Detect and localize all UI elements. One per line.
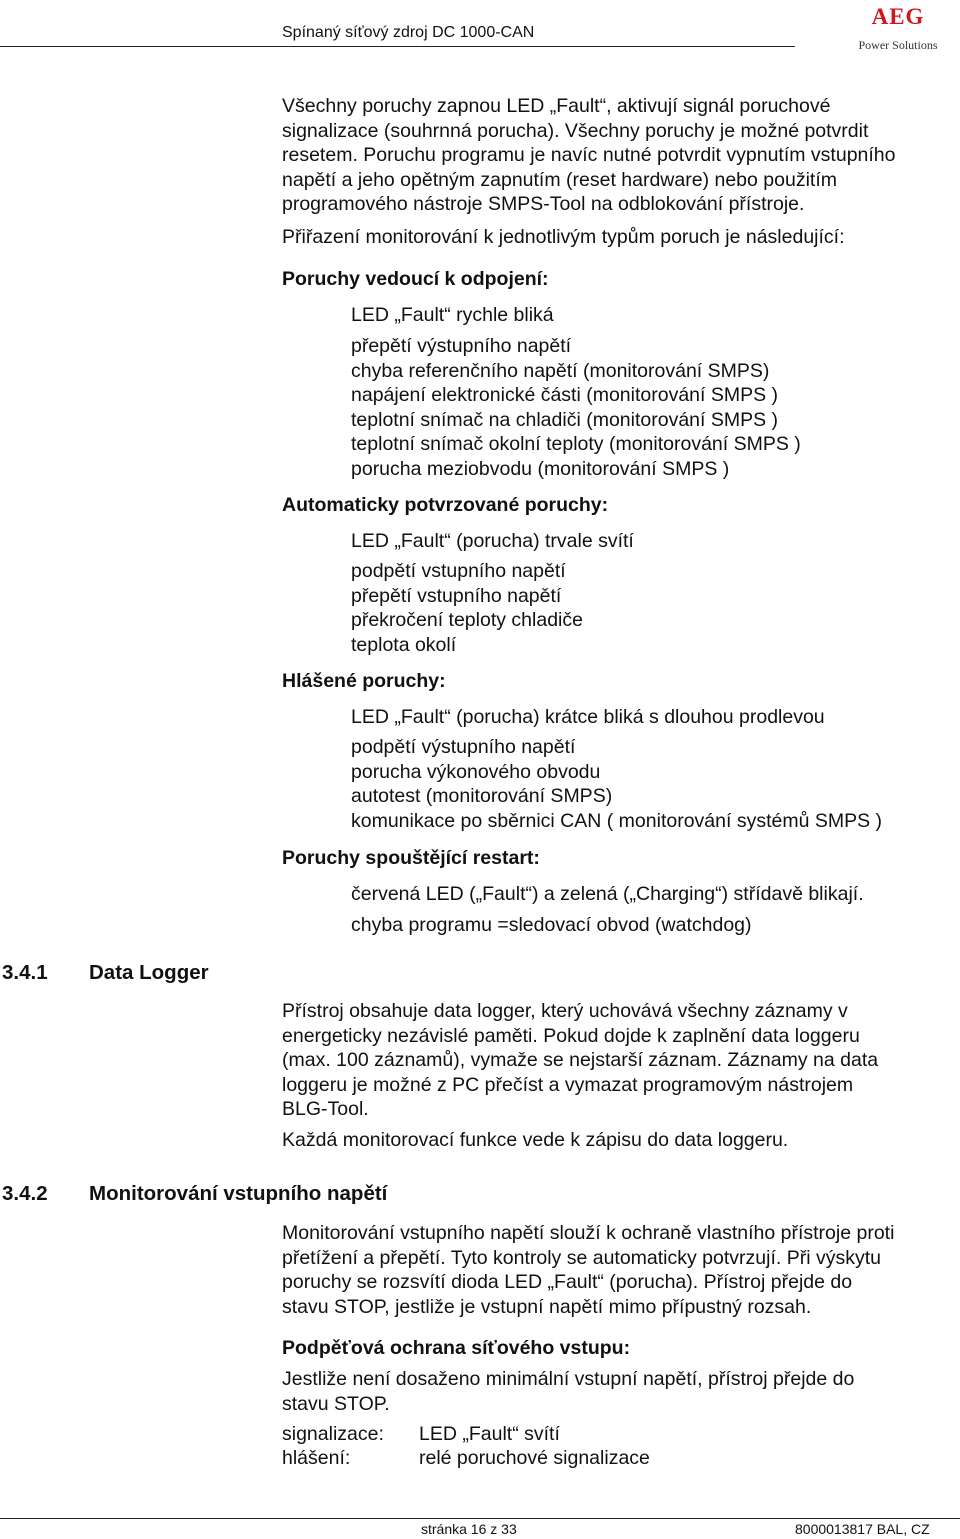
- data-logger-note: Každá monitorovací funkce vede k zápisu do data loggeru.: [282, 1129, 789, 1151]
- header-title: Spínaný síťový zdroj DC 1000-CAN: [282, 24, 535, 41]
- group-heading-auto: Automaticky potvrzované poruchy:: [282, 494, 609, 516]
- text-line: Všechny poruchy zapnou LED „Fault“, aktivují signál poruchové: [282, 95, 831, 117]
- text-line: programového nástroje SMPS-Tool na odblokování přístroje.: [282, 193, 805, 216]
- text-line: Přístroj obsahuje data logger, který uchovává všechny záznamy v: [282, 1000, 848, 1022]
- fault-list-reported: [351, 735, 882, 833]
- list-item: překročení teploty chladiče: [351, 609, 583, 632]
- signal-label: signalizace:: [282, 1423, 384, 1445]
- text-line: signalizace (souhrnná porucha). Všechny poruchy je možné potvrdit: [282, 119, 869, 142]
- intro-paragraph: [282, 94, 896, 217]
- undervoltage-heading: Podpěťová ochrana síťového vstupu:: [282, 1337, 631, 1359]
- text-line: Jestliže není dosaženo minimální vstupní napětí, přístroj přejde do: [282, 1368, 855, 1390]
- text-line: stavu STOP.: [282, 1392, 390, 1415]
- led-status-restart: červená LED („Fault“) a zelená („Charging“) střídavě blikají.: [351, 883, 864, 905]
- fault-list-restart: [351, 913, 752, 938]
- page-number: stránka 16 z 33: [421, 1521, 517, 1537]
- list-item: podpětí vstupního napětí: [351, 560, 566, 582]
- group-heading-reported: Hlášené poruchy:: [282, 670, 446, 692]
- header-rule: [0, 46, 795, 47]
- input-monitoring-paragraph: [282, 1221, 894, 1319]
- group-heading-restart: Poruchy spouštějící restart:: [282, 847, 540, 869]
- section-number-342: 3.4.2: [2, 1182, 48, 1205]
- document-number: 8000013817 BAL, CZ: [795, 1521, 930, 1537]
- list-item: podpětí výstupního napětí: [351, 736, 576, 758]
- list-item: přepětí výstupního napětí: [351, 335, 572, 357]
- led-status-disconnect: LED „Fault“ rychle bliká: [351, 304, 554, 326]
- text-line: energeticky nezávislé paměti. Pokud dojde k zaplnění data loggeru: [282, 1024, 860, 1047]
- text-line: stavu STOP, jestliže je vstupní napětí mimo přípustný rozsah.: [282, 1295, 812, 1318]
- list-item: přepětí vstupního napětí: [351, 584, 562, 607]
- aeg-logo: [852, 4, 944, 52]
- undervoltage-paragraph: [282, 1367, 854, 1416]
- list-item: porucha meziobvodu (monitorování SMPS ): [351, 457, 730, 480]
- list-item: napájení elektronické části (monitorování SMPS ): [351, 384, 779, 407]
- fault-list-disconnect: [351, 334, 801, 482]
- text-line: Monitorování vstupního napětí slouží k ochraně vlastního přístroje proti: [282, 1222, 895, 1244]
- list-item: porucha výkonového obvodu: [351, 760, 601, 783]
- section-title-341: Data Logger: [89, 961, 209, 984]
- list-item: autotest (monitorování SMPS): [351, 785, 613, 808]
- list-item: teplotní snímač okolní teploty (monitorování SMPS ): [351, 433, 801, 456]
- footer-rule: [0, 1518, 960, 1519]
- logo-brand: AEG: [871, 4, 925, 29]
- list-item: teplotní snímač na chladiči (monitorování SMPS ): [351, 408, 779, 431]
- list-item: chyba programu =sledovací obvod (watchdog): [351, 914, 752, 936]
- section-number-341: 3.4.1: [2, 961, 48, 984]
- section-title-342: Monitorování vstupního napětí: [89, 1182, 388, 1205]
- led-status-reported: LED „Fault“ (porucha) krátce bliká s dlouhou prodlevou: [351, 706, 825, 728]
- text-line: poruchy se rozsvítí dioda LED „Fault“ (porucha). Přístroj přejde do: [282, 1271, 853, 1294]
- text-line: loggeru je možné z PC přečíst a vymazat programovým nástrojem: [282, 1073, 854, 1096]
- group-heading-disconnect: Poruchy vedoucí k odpojení:: [282, 268, 549, 290]
- report-label: hlášení:: [282, 1447, 351, 1469]
- led-status-auto: LED „Fault“ (porucha) trvale svítí: [351, 530, 634, 552]
- signal-value: LED „Fault“ svítí: [419, 1423, 560, 1445]
- list-item: chyba referenčního napětí (monitorování SMPS): [351, 359, 770, 382]
- text-line: (max. 100 záznamů), vymaže se nejstarší záznam. Záznamy na data: [282, 1049, 879, 1072]
- text-line: BLG-Tool.: [282, 1098, 369, 1121]
- list-item: komunikace po sběrnici CAN ( monitorování systémů SMPS ): [351, 809, 883, 832]
- fault-list-auto: [351, 559, 583, 657]
- assignment-text: Přiřazení monitorování k jednotlivým typům poruch je následující:: [282, 226, 845, 248]
- text-line: napětí a jeho opětným zapnutím (reset hardware) nebo použitím: [282, 168, 837, 191]
- data-logger-paragraph: [282, 999, 878, 1122]
- list-item: teplota okolí: [351, 633, 457, 656]
- report-value: relé poruchové signalizace: [419, 1447, 650, 1469]
- text-line: resetem. Poruchu programu je navíc nutné potvrdit vypnutím vstupního: [282, 144, 896, 167]
- text-line: přetížení a přepětí. Tyto kontroly se automaticky potvrzují. Při výskytu: [282, 1246, 881, 1269]
- logo-subtitle: Power Solutions: [858, 38, 938, 52]
